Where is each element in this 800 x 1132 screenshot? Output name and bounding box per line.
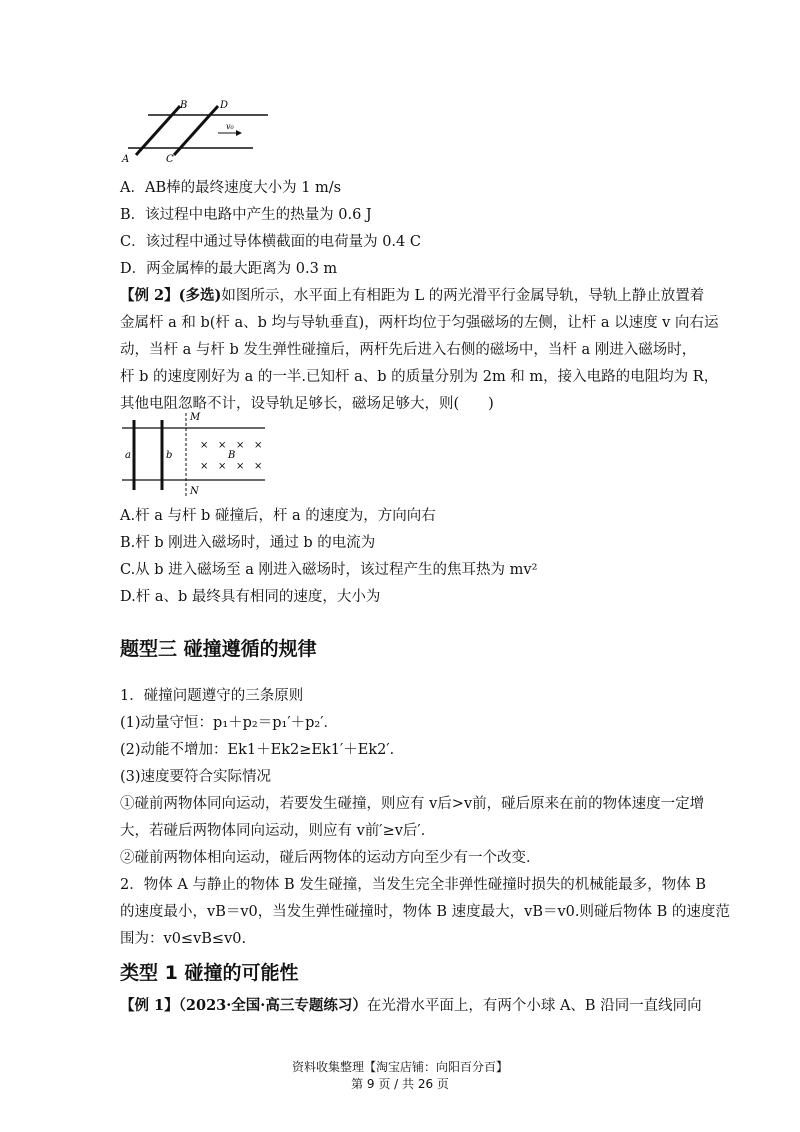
ex2-line-4: 杆 b 的速度刚好为 a 的一半.已知杆 a、b 的质量分别为 2m 和 m，接入电路的电阻均为 R，: [120, 369, 719, 385]
ex1-last-text: 在光滑水平面上，有两个小球 A、B 沿同一直线同向: [366, 998, 702, 1014]
ex1-last-line: [120, 996, 702, 1016]
ex2-tag: 【例 2】(多选): [120, 287, 222, 304]
rule-1-3-a: ①碰前两物体同向运动，若要发生碰撞，则应有 v后>v前，碰后原来在前的物体速度一定增: [120, 796, 705, 812]
ex2-option-b: B.杆 b 刚进入磁场时，通过 b 的电流为: [120, 535, 376, 551]
ex2-option-a: A.杆 a 与杆 b 碰撞后，杆 a 的速度为，方向向右: [120, 508, 436, 524]
svg-text:×: ×: [236, 461, 245, 472]
ex2-option-c: C.从 b 进入磁场至 a 刚进入磁场时，该过程产生的焦耳热为 mv²: [120, 562, 538, 578]
ex1-option-a: A．AB棒的最终速度大小为 1 m/s: [120, 180, 342, 196]
svg-text:×: ×: [218, 461, 227, 472]
rule-2-range: 围为：v0≤vB≤v0.: [120, 931, 247, 947]
ex1-option-d: D．两金属棒的最大距离为 0.3 m: [120, 261, 338, 277]
label-v0: v₀: [226, 122, 234, 131]
label-C: C: [166, 154, 174, 165]
ex2-line-1: [120, 286, 704, 306]
rule-1-3-b: ②碰前两物体相向运动，碰后两物体的运动方向至少有一个改变．: [120, 850, 541, 866]
ex2-text-1: 如图所示，水平面上有相距为 L 的两光滑平行金属导轨，导轨上静止放置着: [221, 288, 705, 304]
rule-2: 2．物体 A 与静止的物体 B 发生碰撞，当发生完全非弹性碰撞时损失的机械能最多，物体 B: [120, 877, 707, 893]
label-a: a: [125, 450, 131, 461]
footer-page-number: 第 9 页 / 共 26 页: [351, 1077, 449, 1091]
ex2-line-2: 金属杆 a 和 b(杆 a、b 均与导轨垂直)，两杆均位于匀强磁场的左侧，让杆 a 以速度 v 向右运: [120, 315, 719, 331]
label-A: A: [122, 154, 130, 165]
label-field-B: B: [228, 450, 236, 461]
svg-text:×: ×: [254, 461, 263, 472]
svg-text:×: ×: [200, 461, 209, 472]
rule-1-1: (1)动量守恒：p₁＋p₂＝p₁′＋p₂′．: [120, 715, 339, 731]
svg-text:×: ×: [200, 440, 209, 451]
ex2-line-3: 动，当杆 a 与杆 b 发生弹性碰撞后，两杆先后进入右侧的磁场中，当杆 a 刚进入磁场时，: [120, 342, 697, 358]
ex1-last-tag: 【例 1】（2023·全国·高三专题练习）: [120, 997, 367, 1014]
ex1-option-c: C．该过程中通过导体横截面的电荷量为 0.4 C: [120, 234, 421, 250]
label-M: M: [190, 412, 201, 423]
rule-2-cont: 的速度最小，vB＝v0，当发生弹性碰撞时，物体 B 速度最大，vB＝v0.则碰后物体 B 的速度范: [120, 904, 730, 920]
label-B: B: [180, 100, 188, 111]
rule-1-3-a-cont: 大，若碰后两物体同向运动，则应有 v前′≥v后′．: [120, 823, 436, 839]
footer-source: 资料收集整理【淘宝店铺：向阳百分百】: [291, 1060, 508, 1074]
label-D: D: [220, 100, 229, 111]
svg-text:×: ×: [254, 440, 263, 451]
svg-text:×: ×: [236, 440, 245, 451]
rule-1: 1．碰撞问题遵守的三条原则: [120, 688, 304, 704]
label-N: N: [190, 486, 199, 497]
svg-text:×: ×: [218, 440, 227, 451]
rails-figure-1: [118, 98, 278, 168]
ex1-option-b: B．该过程中电路中产生的热量为 0.6 J: [120, 207, 372, 223]
section3-title: 题型三 碰撞遵循的规律: [120, 638, 317, 660]
ex2-line-5: 其他电阻忽略不计，设导轨足够长，磁场足够大，则( ): [120, 396, 494, 412]
label-b: b: [166, 450, 173, 461]
rule-1-2: (2)动能不增加：Ek1＋Ek2≥Ek1′＋Ek2′．: [120, 742, 405, 758]
ex2-option-d: D.杆 a、b 最终具有相同的速度，大小为: [120, 589, 381, 605]
type1-title: 类型 1 碰撞的可能性: [120, 962, 299, 984]
rule-1-3: (3)速度要符合实际情况: [120, 769, 272, 785]
rails-figure-2: [120, 410, 280, 500]
